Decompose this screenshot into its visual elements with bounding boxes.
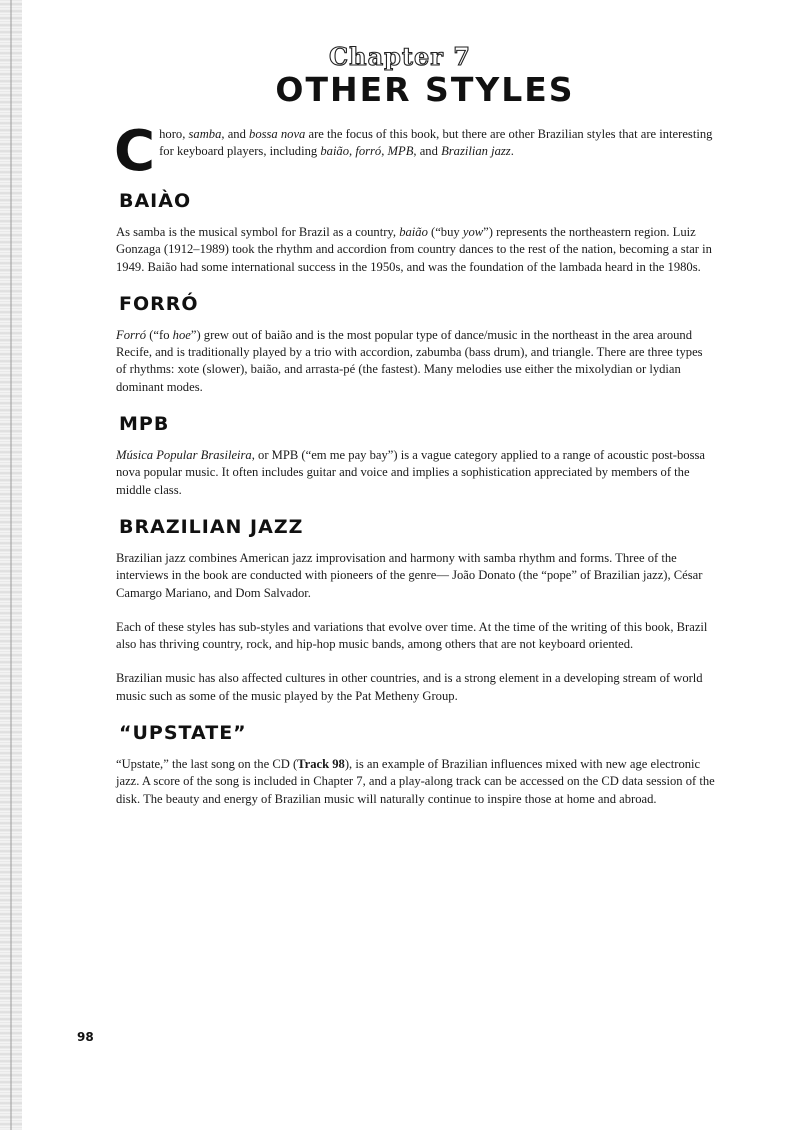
text-segment: (“fo <box>146 327 173 342</box>
text-segment: , and <box>221 127 250 141</box>
body-paragraph <box>116 670 716 705</box>
text-segment: “Upstate,” the last song on the CD ( <box>116 757 298 772</box>
text-segment: As samba is the musical symbol for Brazil as a country, <box>116 225 400 239</box>
text-segment: Música Popular Brasileira <box>116 448 252 463</box>
text-segment: forró <box>355 144 382 159</box>
text-segment: ”) grew out of baião and is the most popular type of dance/music in the northeast in the area around Recife, and is traditionally played by a trio with accordion, zabumba (bass drum), and triangle. There are three types of rhythms: xote (slower), baião, and arrasta-pé (the fastest). Many melodies use either the mixolydian or lydian dominant modes. <box>116 327 703 394</box>
text-segment: Forró <box>116 327 147 342</box>
text-segment: horo, <box>159 127 189 141</box>
section-heading: BRAZILIAN JAZZ <box>119 515 304 538</box>
body-paragraph <box>116 327 716 396</box>
section-heading: MPB <box>119 413 170 436</box>
text-segment: ), is an example of Brazilian influences mixed with new age electronic jazz. A score of the song is included in Chapter 7, and a play-along track can be accessed on the CD data session of the disk. The beauty and energy of Brazilian music will naturally continue to inspire those at home and abroad. <box>116 757 715 806</box>
text-segment: Each of these styles has sub-styles and variations that evolve over time. At the time of the writing of this book, Brazil also has thriving country, rock, and hip-hop music bands, among others that are not keyboard oriented. <box>116 619 708 652</box>
chapter-title: OTHER STYLES <box>275 70 575 109</box>
text-segment: Brazilian jazz <box>441 144 511 159</box>
text-segment: , <box>381 144 388 159</box>
body-paragraph <box>116 550 716 602</box>
body-paragraph <box>116 224 716 276</box>
text-segment: , and <box>413 144 442 159</box>
text-segment: , or MPB (“em me pay bay”) is a vague category applied to a range of acoustic post-bossa nova popular music. It often includes guitar and voice and implies a sophistication appreciated by members of the middle class. <box>116 448 705 497</box>
sections-container <box>116 190 716 808</box>
text-segment: baião <box>399 225 428 239</box>
body-paragraph <box>116 619 716 654</box>
text-segment: (“buy <box>427 225 463 239</box>
text-segment: are the focus of this book, but there are other Brazilian styles that are interesting for keyboard players, including <box>159 127 713 159</box>
text-segment: samba <box>188 127 222 141</box>
body-paragraph <box>116 756 716 808</box>
text-segment: yow <box>462 225 484 239</box>
text-segment: baião <box>320 144 350 159</box>
intro-text <box>159 127 712 158</box>
page-number: 98 <box>77 1030 94 1044</box>
text-segment: . <box>510 144 514 159</box>
text-segment: bossa nova <box>249 127 306 141</box>
body-paragraph <box>116 447 716 499</box>
chapter-label: Chapter 7 <box>329 42 471 71</box>
section-heading: BAIÀO <box>119 190 192 212</box>
text-segment: MPB <box>387 144 414 159</box>
intro-paragraph <box>114 119 716 184</box>
text-segment: Brazilian jazz combines American jazz improvisation and harmony with samba rhythm and forms. Three of the interviews in the book are conducted with pioneers of the genre— João Donato (the “pope” of Brazilian jazz), César Camargo Mariano, and Dom Salvador. <box>116 550 703 600</box>
page-content <box>114 119 716 825</box>
text-segment: hoe <box>172 327 191 342</box>
text-segment: Brazilian music has also affected cultures in other countries, and is a strong element in a developing stream of world music such as some of the music played by the Pat Metheny Group. <box>116 671 703 703</box>
text-segment: , <box>349 144 356 159</box>
binding-line <box>10 0 12 1130</box>
drop-cap: C <box>114 119 156 184</box>
section-heading: “UPSTATE” <box>119 722 247 745</box>
text-segment: ”) represents the northeastern region. Luiz Gonzaga (1912–1989) took the rhythm and accordion from country dances to the rest of the nation, becoming a star in 1949. Baião had some international success in the 1950s, and was the foundation of the lambada heard in the 1980s. <box>116 225 712 274</box>
section-heading: FORRÓ <box>119 292 199 315</box>
text-segment: Track 98 <box>297 757 345 772</box>
